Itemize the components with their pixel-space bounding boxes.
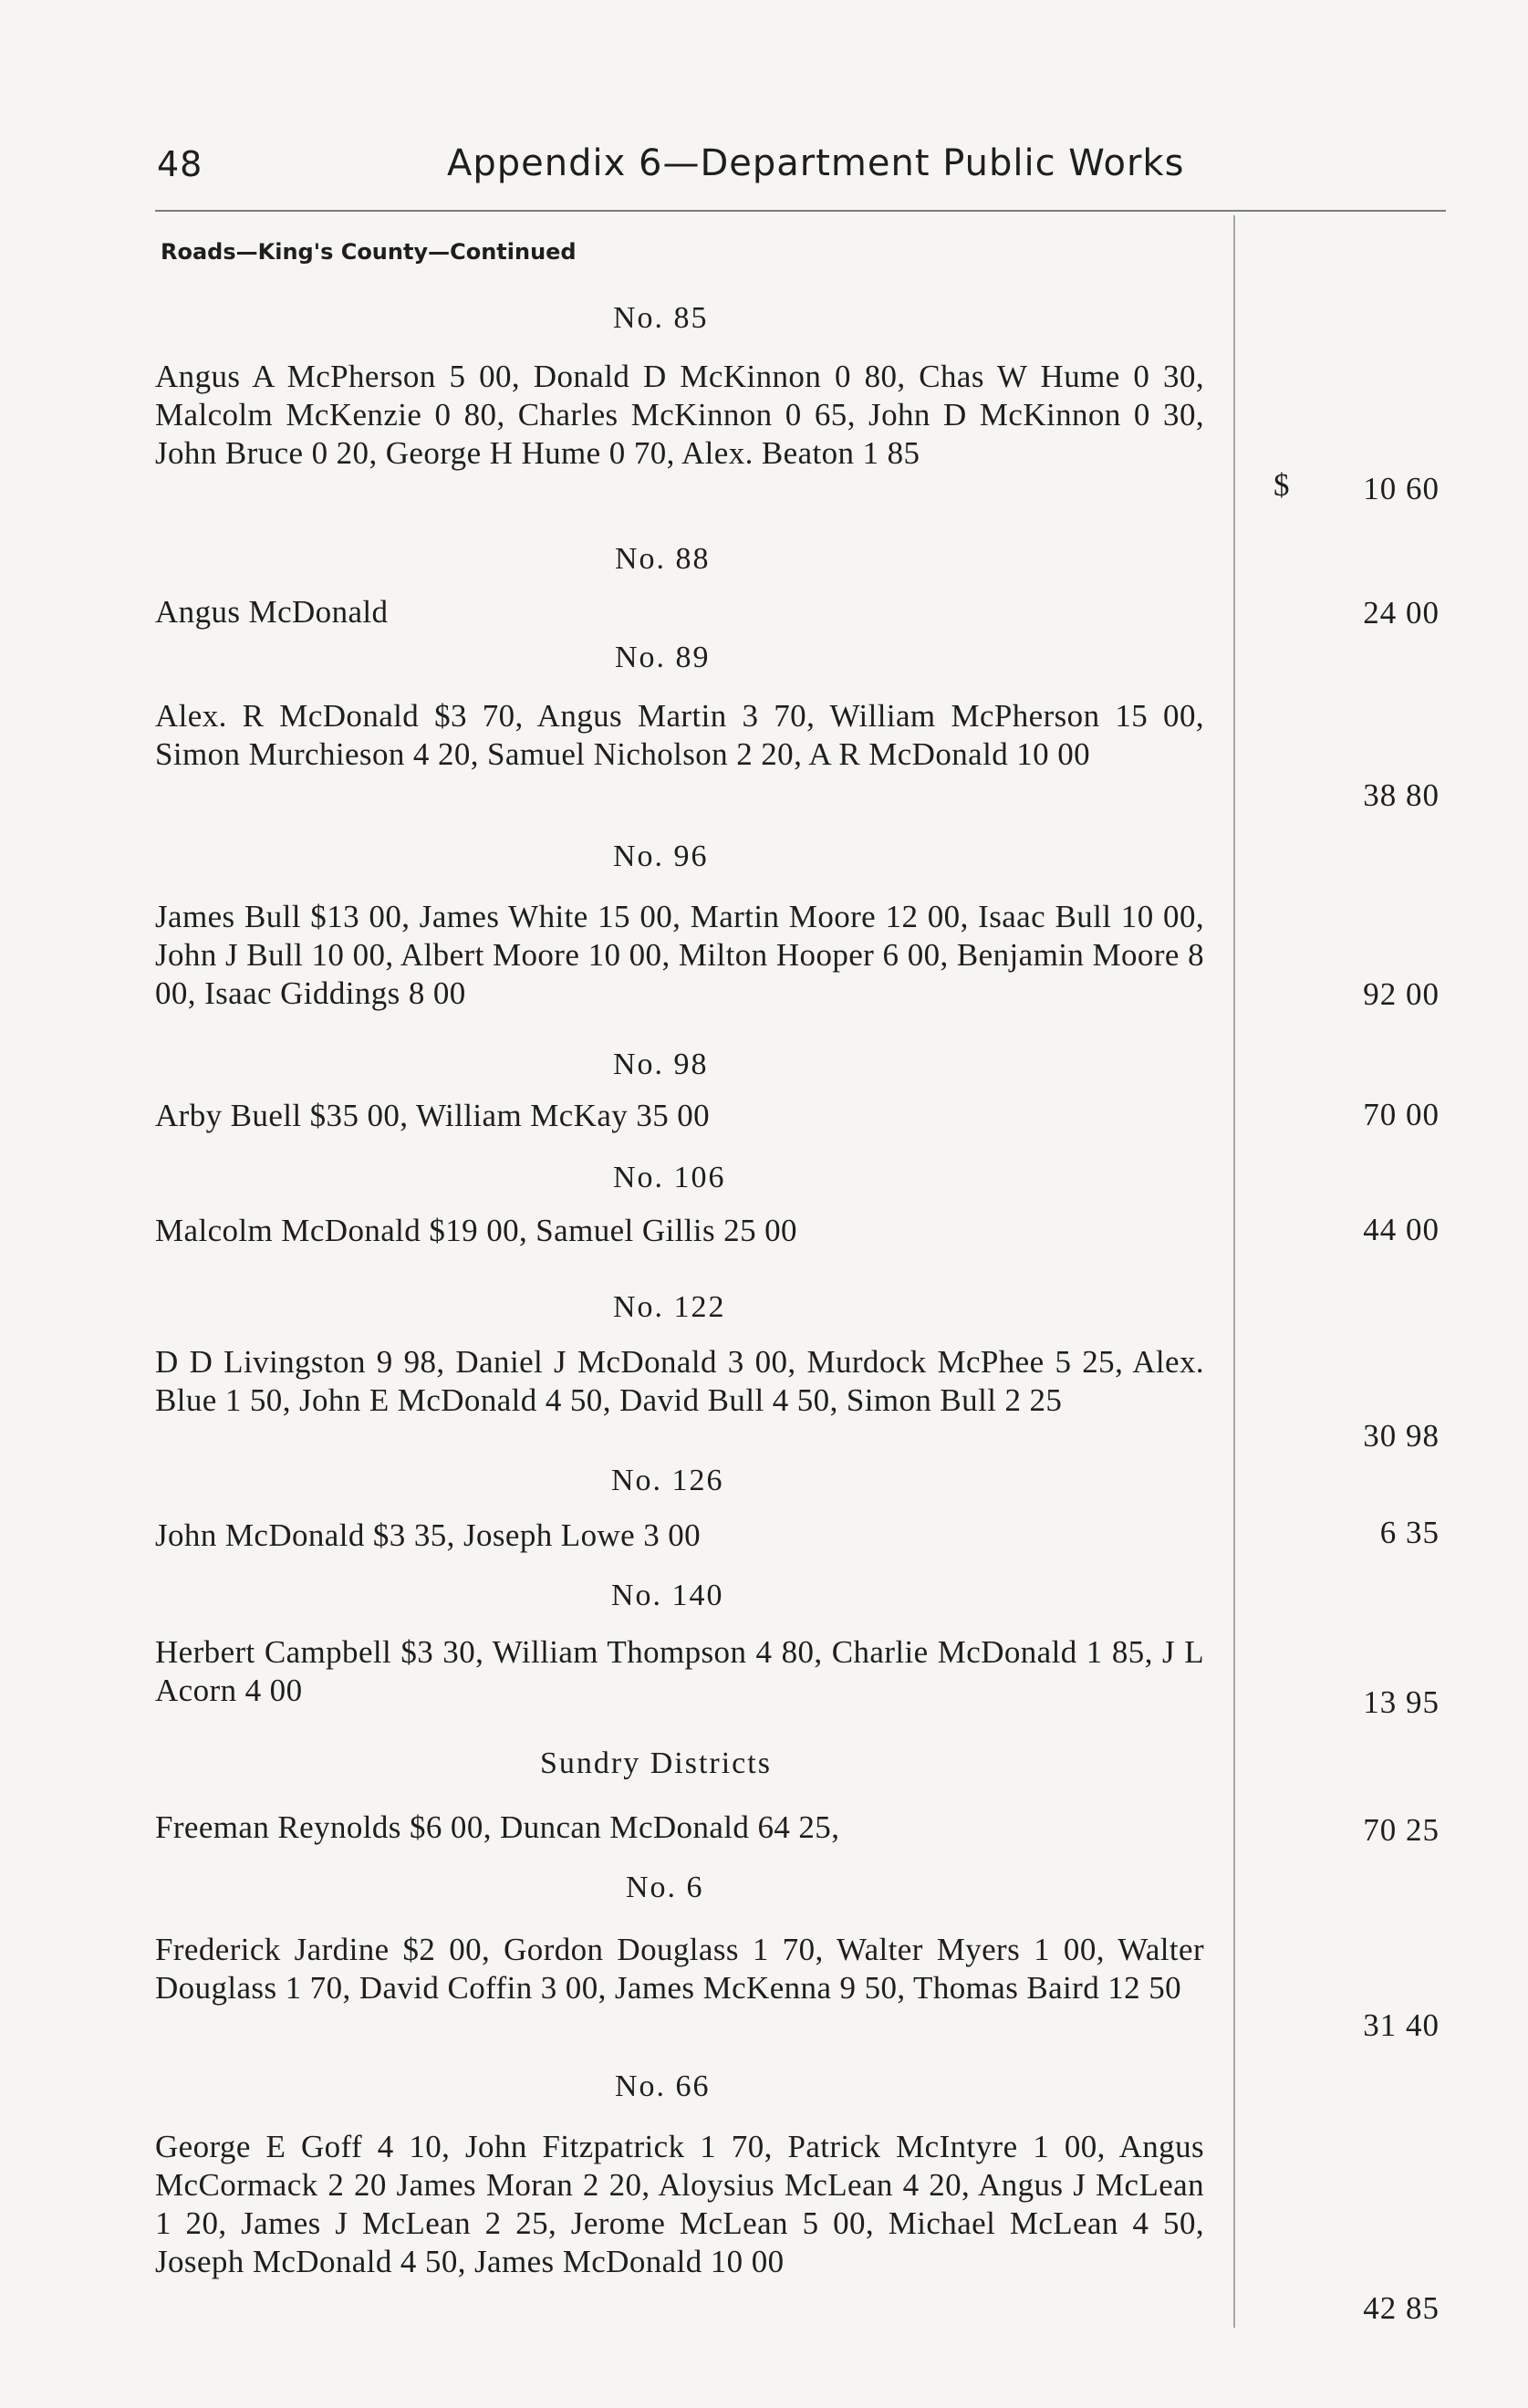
district-entry: Frederick Jardine $2 00, Gordon Douglass 1 70, Walter Myers 1 00, Walter Douglass 1 70, David Coffin 3 00, James McKenna 9 50, Thomas Baird 12 50 bbox=[155, 1932, 1204, 2006]
district-entry: John McDonald $3 35, Joseph Lowe 3 00 bbox=[155, 1517, 702, 1553]
district-entry: James Bull $13 00, James White 15 00, Martin Moore 12 00, Isaac Bull 10 00, John J Bull 10 00, Albert Moore 10 00, Milton Hooper 6 00, Benjamin Moore 8 00, Isaac Giddings 8 00 bbox=[155, 899, 1204, 1011]
district-entry: Herbert Campbell $3 30, William Thompson 4 80, Charlie McDonald 1 85, J L Acorn 4 00 bbox=[155, 1634, 1204, 1708]
header-rule bbox=[155, 210, 1446, 212]
district-total: 92 00 bbox=[1363, 976, 1440, 1012]
district-total: 38 80 bbox=[1363, 777, 1440, 813]
district-entry: Malcolm McDonald $19 00, Samuel Gillis 25 00 bbox=[155, 1213, 797, 1248]
district-total: 13 95 bbox=[1363, 1684, 1440, 1720]
district-total: 42 85 bbox=[1363, 2290, 1440, 2326]
district-entry: George E Goff 4 10, John Fitzpatrick 1 70, Patrick McIntyre 1 00, Angus McCormack 2 20 James Moran 2 20, Aloysius McLean 4 20, Angus J McLean 1 20, James J McLean 2 25, Jerome McLean 5 00, Michael McLean 4 50, Joseph McDonald 4 50, James McDonald 10 00 bbox=[155, 2129, 1204, 2279]
page-number: 48 bbox=[157, 144, 203, 184]
section-caption: Roads—King's County—Continued bbox=[161, 239, 577, 265]
district-entry: Freeman Reynolds $6 00, Duncan McDonald 64 25, bbox=[155, 1809, 840, 1845]
district-total: 30 98 bbox=[1363, 1418, 1440, 1454]
district-heading: No. 98 bbox=[613, 1048, 709, 1081]
district-heading: No. 140 bbox=[611, 1579, 724, 1612]
district-total: 44 00 bbox=[1363, 1212, 1440, 1247]
district-heading: No. 122 bbox=[613, 1290, 726, 1324]
page-title: Appendix 6—Department Public Works bbox=[447, 142, 1185, 184]
district-heading: No. 85 bbox=[613, 301, 709, 335]
district-entry: Arby Buell $35 00, William McKay 35 00 bbox=[155, 1098, 711, 1133]
district-entry: Angus A McPherson 5 00, Donald D McKinnon 0 80, Chas W Hume 0 30, Malcolm McKenzie 0 80, Charles McKinnon 0 65, John D McKinnon 0 30, John Bruce 0 20, George H Hume 0 70, Alex. Beaton 1 85 bbox=[155, 359, 1204, 471]
district-heading: No. 6 bbox=[626, 1871, 704, 1904]
district-total: 6 35 bbox=[1379, 1515, 1440, 1550]
district-total: 10 60 bbox=[1363, 471, 1440, 506]
district-total: 70 00 bbox=[1363, 1097, 1440, 1132]
amount-column-rule bbox=[1233, 215, 1235, 2328]
district-total: 24 00 bbox=[1363, 595, 1440, 631]
district-entry: Alex. R McDonald $3 70, Angus Martin 3 70, William McPherson 15 00, Simon Murchieson 4 20, Samuel Nicholson 2 20, A R McDonald 10 00 bbox=[155, 698, 1204, 772]
district-entry: Angus McDonald bbox=[155, 594, 389, 630]
district-total: 31 40 bbox=[1363, 2007, 1440, 2043]
district-heading: No. 106 bbox=[613, 1161, 726, 1194]
district-heading: No. 96 bbox=[613, 839, 709, 873]
currency-symbol: $ bbox=[1273, 467, 1290, 503]
district-heading: Sundry Districts bbox=[540, 1746, 772, 1780]
district-total: 70 25 bbox=[1363, 1812, 1440, 1848]
district-heading: No. 126 bbox=[611, 1464, 724, 1497]
district-heading: No. 89 bbox=[615, 641, 711, 674]
district-entry: D D Livingston 9 98, Daniel J McDonald 3 00, Murdock McPhee 5 25, Alex. Blue 1 50, John E McDonald 4 50, David Bull 4 50, Simon Bull 2 25 bbox=[155, 1344, 1204, 1418]
district-heading: No. 66 bbox=[615, 2069, 711, 2103]
district-heading: No. 88 bbox=[615, 542, 711, 576]
